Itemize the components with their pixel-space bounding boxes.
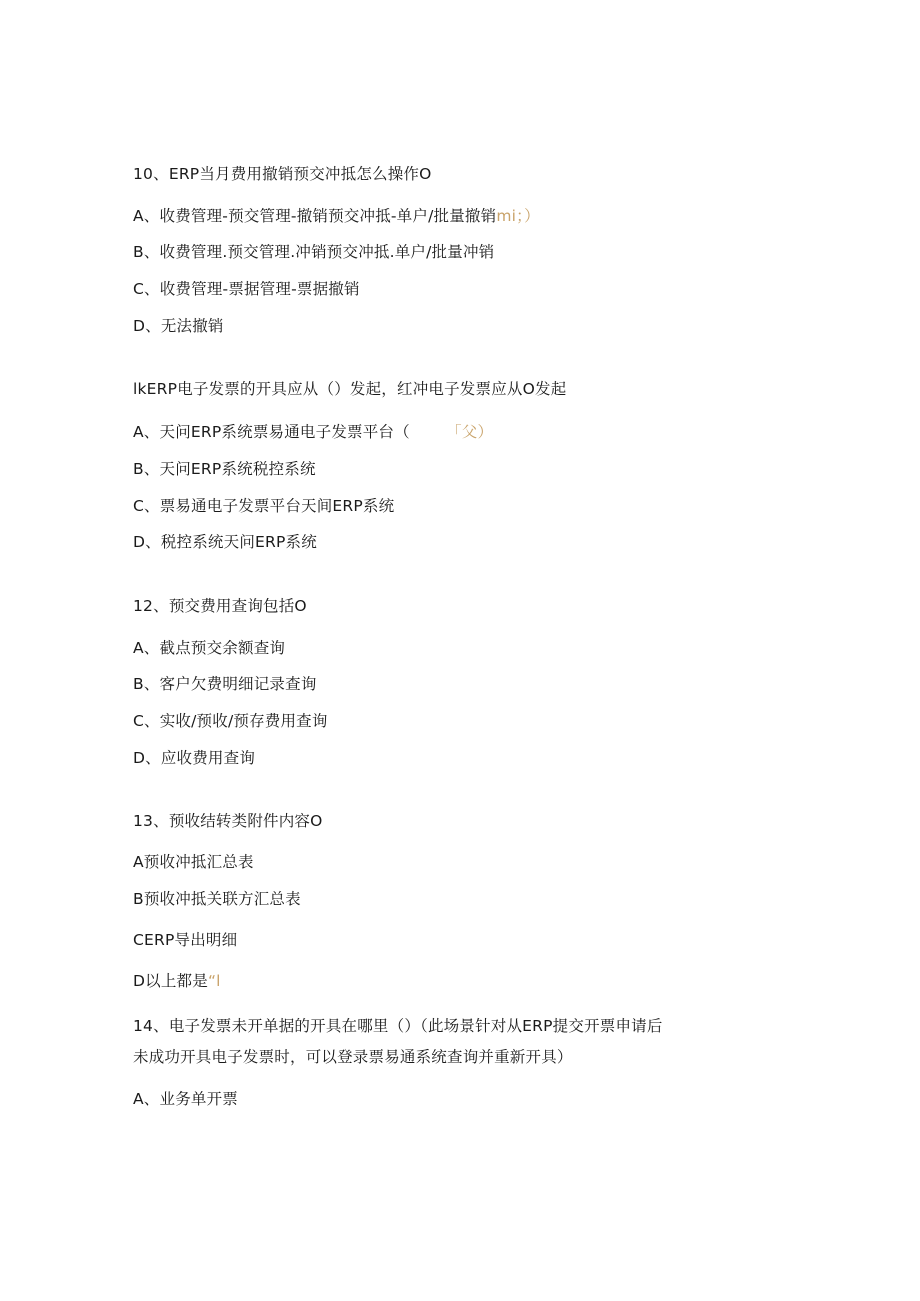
question-14-stem-line-1: 14、电子发票未开单据的开具在哪里（）（此场景针对从ERP提交开票申请后: [133, 1017, 663, 1035]
question-11-stem: lkERP电子发票的开具应从（）发起，红冲电子发票应从O发起: [133, 380, 567, 398]
question-11-option-c: C、票易通电子发票平台天间ERP系统: [133, 497, 395, 515]
question-14-option-a: A、业务单开票: [133, 1090, 239, 1108]
question-13-option-c: CERP导出明细: [133, 931, 238, 949]
question-11-option-a: [133, 421, 493, 443]
question-11-option-d: D、税控系统天问ERP系统: [133, 533, 317, 551]
question-13-stem: 13、预收结转类附件内容O: [133, 812, 323, 830]
question-12-stem: 12、预交费用查询包括O: [133, 597, 307, 615]
question-13-option-a: A预收冲抵汇总表: [133, 853, 254, 871]
handwritten-answer: 「父）: [453, 423, 494, 441]
question-11-option-b: B、天问ERP系统税控系统: [133, 460, 316, 478]
handwritten-answer: “l: [207, 972, 221, 990]
question-13-option-b: B预收冲抵关联方汇总表: [133, 890, 301, 908]
option-text: D以上都是: [133, 972, 208, 990]
question-10-option-b: B、收费管理.预交管理.冲销预交冲抵.单户/批量冲销: [133, 243, 495, 261]
question-10-stem: 10、ERP当月费用撤销预交冲抵怎么操作O: [133, 165, 432, 183]
question-12-option-d: D、应收费用查询: [133, 749, 256, 767]
option-text: A、天问ERP系统票易通电子发票平台（: [133, 423, 410, 441]
question-14-stem-line-2: 未成功开具电子发票时，可以登录票易通系统查询并重新开具）: [133, 1048, 573, 1066]
option-text: A、收费管理-预交管理-撤销预交冲抵-单户/批量撤销: [133, 207, 497, 225]
question-13-option-d: [133, 970, 221, 992]
question-12-option-c: C、实收/预收/预存费用查询: [133, 712, 328, 730]
question-10-option-d: D、无法撤销: [133, 317, 224, 335]
question-12-option-b: B、客户欠费明细记录查询: [133, 675, 317, 693]
question-10-option-a: [133, 205, 540, 227]
question-10-option-c: C、收费管理-票据管理-票据撤销: [133, 280, 360, 298]
handwritten-answer: mi；）: [496, 207, 540, 225]
question-12-option-a: A、截点预交余额查询: [133, 639, 286, 657]
